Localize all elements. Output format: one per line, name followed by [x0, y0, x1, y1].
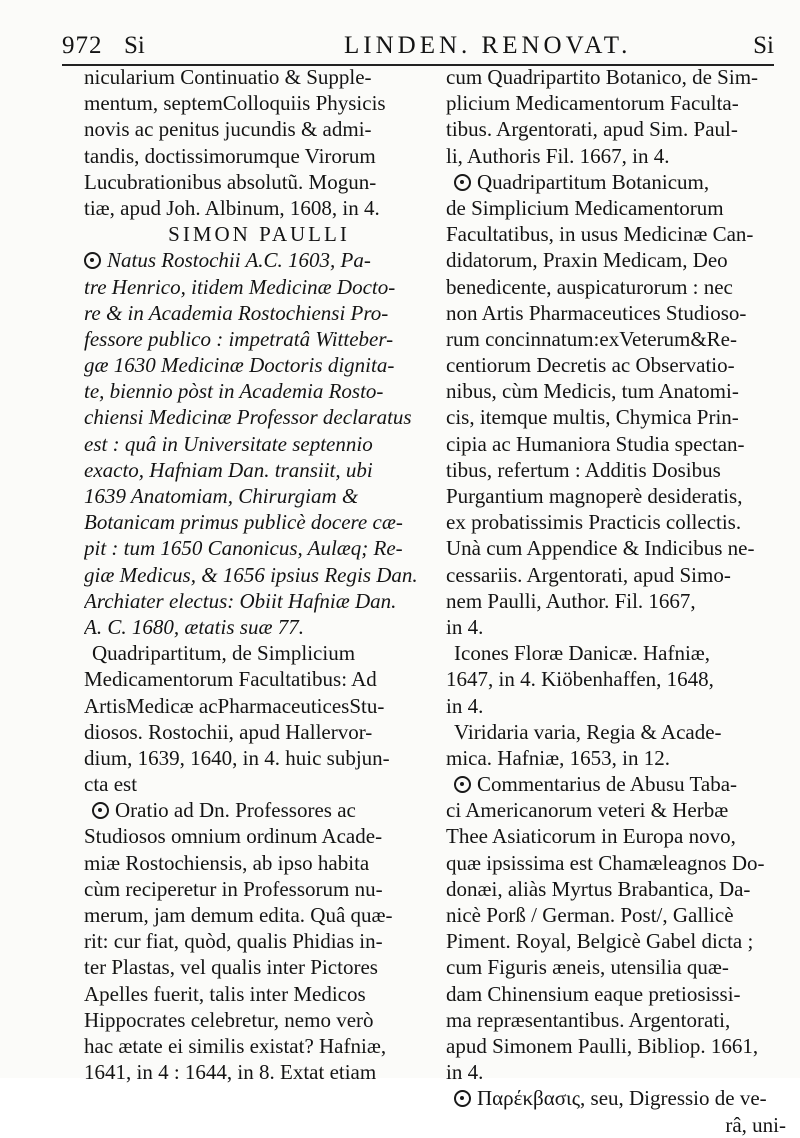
line-text: centiorum Decretis ac Observatio-: [446, 353, 735, 378]
text-line: [84, 483, 434, 509]
text-line: [446, 1033, 786, 1059]
line-text: plicium Medicamentorum Faculta-: [446, 91, 739, 116]
text-line: [84, 90, 434, 116]
text-line: [84, 509, 434, 535]
line-text: li, Authoris Fil. 1667, in 4.: [446, 143, 670, 168]
text-line: [446, 745, 786, 771]
circle-dot-icon: [454, 174, 471, 191]
line-text: Natus Rostochii A.C. 1603, Pa-: [107, 248, 371, 273]
text-line: [446, 902, 786, 928]
text-line: [446, 404, 786, 430]
line-text: Thee Asiaticorum in Europa novo,: [446, 824, 736, 849]
text-line: [446, 431, 786, 457]
right-column: [446, 64, 786, 1138]
circle-dot-icon: [454, 1090, 471, 1107]
line-text: didatorum, Praxin Medicam, Deo: [446, 248, 728, 273]
author-heading: [84, 221, 434, 247]
text-line: [446, 90, 786, 116]
line-text: Studiosos omnium ordinum Acade-: [84, 824, 383, 849]
line-text: Piment. Royal, Belgicè Gabel dicta ;: [446, 929, 754, 954]
text-line: [84, 666, 434, 692]
line-text: Παρέκβασις, seu, Digressio de ve-: [477, 1086, 767, 1111]
line-text: Purgantium magnoperè desideratis,: [446, 484, 743, 508]
line-text: Hippocrates celebretur, nemo verò: [84, 1007, 374, 1032]
line-text: Quadripartitum Botanicum,: [477, 169, 710, 194]
text-line: [446, 797, 786, 823]
line-text: miæ Rostochiensis, ab ipso habita: [84, 850, 370, 875]
line-text: rit: cur fiat, quòd, qualis Phidias in-: [84, 929, 383, 954]
text-line: [84, 326, 434, 352]
line-text: cum Figuris æneis, utensilia quæ-: [446, 955, 729, 980]
line-text: benedicente, auspicaturorum : nec: [446, 274, 733, 299]
text-line: [446, 116, 786, 142]
text-line: [84, 431, 434, 457]
text-line: [446, 640, 786, 666]
text-line: [84, 876, 434, 902]
text-line: [84, 614, 434, 640]
line-text: nicularium Continuatio & Supple-: [84, 65, 372, 89]
line-text: hac ætate ei similis existat? Hafniæ,: [84, 1033, 387, 1058]
line-text: tibus, refertum : Additis Dosibus: [446, 457, 721, 482]
line-text: novis ac penitus jucundis & admi-: [84, 117, 372, 142]
text-line: [84, 247, 434, 273]
line-text: cis, itemque multis, Chymica Prin-: [446, 405, 739, 430]
text-line: [446, 1085, 786, 1111]
text-line: [84, 1059, 434, 1085]
line-text: Medicamentorum Facultatibus: Ad: [84, 667, 377, 692]
text-line: [84, 274, 434, 300]
text-line: [84, 588, 434, 614]
line-text: râ, uni-: [725, 1112, 786, 1137]
line-text: Quadripartitum, de Simplicium: [92, 641, 356, 666]
line-text: SIMON PAULLI: [168, 222, 350, 247]
line-text: in 4.: [446, 614, 484, 639]
line-text: nem Paulli, Author. Fil. 1667,: [446, 588, 696, 613]
line-text: ter Plastas, vel qualis inter Pictores: [84, 955, 378, 980]
text-line: [446, 274, 786, 300]
text-line: [84, 981, 434, 1007]
text-line: [84, 535, 434, 561]
line-text: exacto, Hafniam Dan. transiit, ubi: [84, 457, 373, 482]
text-line: [446, 483, 786, 509]
text-line: [446, 221, 786, 247]
circle-dot-icon: [454, 776, 471, 793]
line-text: de Simplicium Medicamentorum: [446, 195, 724, 220]
text-line: [446, 693, 786, 719]
text-line: [84, 745, 434, 771]
text-line: [84, 850, 434, 876]
text-line: [446, 195, 786, 221]
text-line: [446, 1007, 786, 1033]
line-text: in 4.: [446, 1060, 484, 1085]
circle-dot-icon: [84, 252, 101, 269]
text-line: [84, 719, 434, 745]
text-line: [84, 640, 434, 666]
text-line: [446, 143, 786, 169]
line-text: mica. Hafniæ, 1653, in 12.: [446, 745, 670, 770]
line-text: Botanicam primus publicè docere cæ-: [84, 510, 403, 535]
text-line: [446, 326, 786, 352]
text-line: [446, 719, 786, 745]
text-line: [84, 116, 434, 142]
line-text: Icones Floræ Danicæ. Hafniæ,: [454, 641, 711, 666]
text-line: [446, 1112, 786, 1138]
text-line: [84, 823, 434, 849]
line-text: dium, 1639, 1640, in 4. huic subjun-: [84, 745, 390, 770]
line-text: est : quâ in Universitate septennio: [84, 431, 373, 456]
line-text: fessore publico : impetratâ Witteber-: [84, 326, 394, 351]
line-text: ci Americanorum veteri & Herbæ: [446, 798, 729, 823]
text-line: [446, 247, 786, 273]
text-line: [446, 981, 786, 1007]
line-text: non Artis Pharmaceutices Studioso-: [446, 300, 747, 325]
line-text: cessariis. Argentorati, apud Simo-: [446, 562, 731, 587]
running-header: [62, 26, 774, 66]
line-text: Unà cum Appendice & Indicibus ne-: [446, 536, 755, 561]
line-text: tibus. Argentorati, apud Sim. Paul-: [446, 117, 738, 142]
line-text: tiæ, apud Joh. Albinum, 1608, in 4.: [84, 195, 380, 220]
text-line: [84, 693, 434, 719]
text-line: [446, 457, 786, 483]
line-text: te, biennio pòst in Academia Rosto-: [84, 379, 384, 404]
line-text: tandis, doctissimorumque Virorum: [84, 143, 376, 168]
text-line: [446, 300, 786, 326]
text-line: [84, 1033, 434, 1059]
line-text: ex probatissimis Practicis collectis.: [446, 510, 742, 535]
line-text: merum, jam demum edita. Quâ quæ-: [84, 903, 393, 927]
text-line: [446, 352, 786, 378]
line-text: quæ ipsissima est Chamæleagnos Do-: [446, 850, 765, 875]
text-line: [84, 562, 434, 588]
text-line: [446, 64, 786, 90]
text-line: [446, 928, 786, 954]
line-text: cipia ac Humaniora Studia spectan-: [446, 431, 745, 456]
left-column: [84, 64, 434, 1085]
line-text: ma repræsentantibus. Argentorati,: [446, 1007, 731, 1032]
line-text: nibus, cùm Medicis, tum Anatomi-: [446, 379, 739, 404]
text-line: [84, 1007, 434, 1033]
text-line: [84, 300, 434, 326]
text-line: [84, 404, 434, 430]
text-line: [84, 954, 434, 980]
text-line: [84, 797, 434, 823]
circle-dot-icon: [92, 802, 109, 819]
line-text: dam Chinensium eaque pretiosissi-: [446, 981, 741, 1006]
text-line: [446, 666, 786, 692]
line-text: Facultatibus, in usus Medicinæ Can-: [446, 222, 754, 247]
text-line: [84, 195, 434, 221]
text-line: [84, 64, 434, 90]
line-text: diosos. Rostochii, apud Hallervor-: [84, 719, 373, 744]
text-line: [446, 562, 786, 588]
right-running-head: Si: [753, 32, 774, 59]
text-line: [84, 378, 434, 404]
line-text: Oratio ad Dn. Professores ac: [115, 798, 356, 823]
text-line: [84, 457, 434, 483]
text-line: [446, 378, 786, 404]
text-line: [84, 928, 434, 954]
line-text: ArtisMedicæ acPharmaceuticesStu-: [84, 693, 385, 718]
line-text: 1641, in 4 : 1644, in 8. Extat etiam: [84, 1060, 377, 1085]
line-text: tre Henrico, itidem Medicinæ Docto-: [84, 274, 396, 299]
text-line: [446, 535, 786, 561]
text-line: [446, 876, 786, 902]
line-text: in 4.: [446, 693, 484, 718]
line-text: cta est: [84, 772, 138, 797]
text-line: [446, 771, 786, 797]
line-text: re & in Academia Rostochiensi Pro-: [84, 300, 389, 325]
line-text: rum concinnatum:exVeterum&Re-: [446, 326, 737, 351]
text-line: [84, 143, 434, 169]
line-text: Commentarius de Abusu Taba-: [477, 772, 738, 797]
text-line: [446, 588, 786, 614]
text-line: [446, 954, 786, 980]
line-text: pit : tum 1650 Canonicus, Aulæq; Re-: [84, 536, 403, 561]
line-text: nicè Porß / German. Post/, Gallicè: [446, 903, 734, 927]
text-line: [446, 850, 786, 876]
text-line: [446, 169, 786, 195]
line-text: chiensi Medicinæ Professor declaratus: [84, 405, 412, 430]
line-text: apud Simonem Paulli, Bibliop. 1661,: [446, 1033, 759, 1058]
line-text: cùm reciperetur in Professorum nu-: [84, 876, 383, 901]
line-text: A. C. 1680, ætatis suæ 77.: [84, 614, 304, 639]
text-line: [84, 169, 434, 195]
line-text: Lucubrationibus absolutũ. Mogun-: [84, 169, 377, 194]
line-text: Viridaria varia, Regia & Acade-: [454, 719, 722, 744]
left-running-head: Si: [124, 32, 145, 59]
line-text: donæi, aliàs Myrtus Brabantica, Da-: [446, 876, 751, 901]
line-text: gæ 1630 Medicinæ Doctoris dignita-: [84, 353, 395, 378]
text-line: [446, 614, 786, 640]
line-text: giæ Medicus, & 1656 ipsius Regis Dan.: [84, 562, 418, 587]
text-line: [84, 771, 434, 797]
line-text: Apelles fuerit, talis inter Medicos: [84, 981, 366, 1006]
line-text: mentum, septemColloquiis Physicis: [84, 91, 386, 116]
line-text: cum Quadripartito Botanico, de Sim-: [446, 65, 759, 89]
text-line: [84, 902, 434, 928]
line-text: Archiater electus: Obiit Hafniæ Dan.: [84, 588, 397, 613]
page-number: 972: [62, 32, 103, 59]
text-line: [446, 509, 786, 535]
running-title: LINDEN. RENOVAT.: [344, 32, 632, 59]
line-text: 1647, in 4. Kiöbenhaffen, 1648,: [446, 667, 714, 692]
text-line: [446, 1059, 786, 1085]
text-line: [84, 352, 434, 378]
line-text: 1639 Anatomiam, Chirurgiam &: [84, 484, 359, 508]
text-line: [446, 823, 786, 849]
